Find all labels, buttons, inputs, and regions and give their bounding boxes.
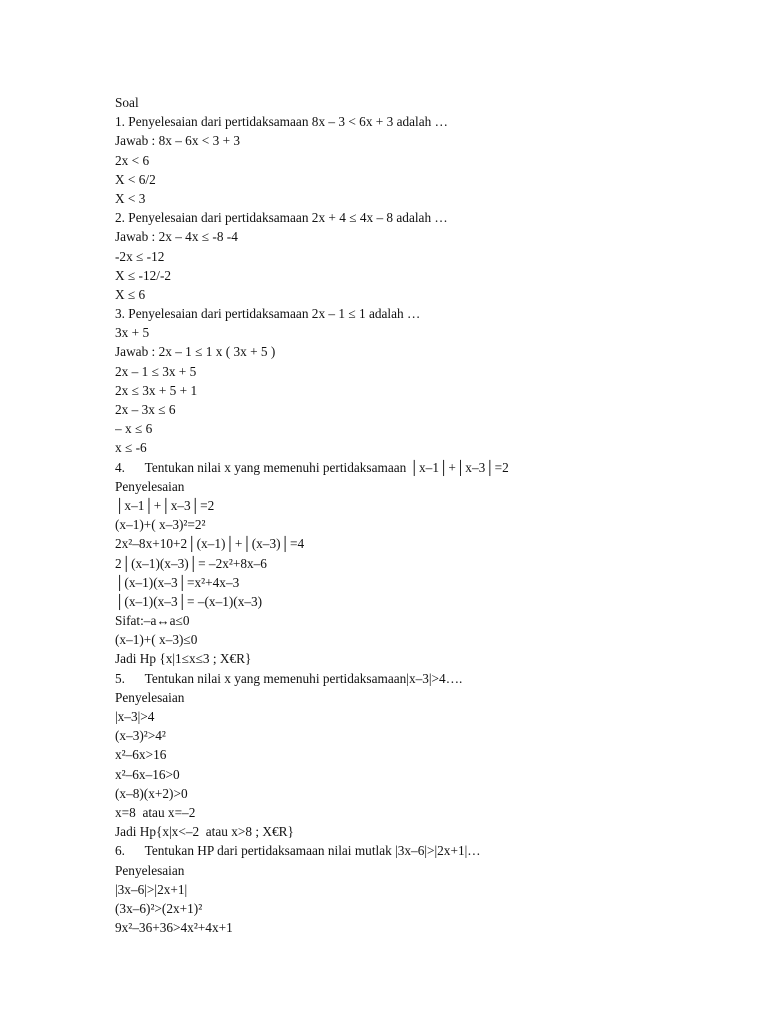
- solution-line: x²–6x>16: [115, 747, 167, 763]
- question-1: 1. Penyelesaian dari pertidaksamaan 8x – 3 < 6x + 3 adalah …: [115, 114, 448, 130]
- answer-line: 2x ≤ 3x + 5 + 1: [115, 382, 198, 398]
- solution-heading: Penyelesaian: [115, 862, 185, 878]
- solution-line: (x–3)²>4²: [115, 728, 166, 744]
- question-5: 5. Tentukan nilai x yang memenuhi pertidaksamaan|x–3|>4….: [115, 670, 463, 686]
- solution-line: x=8 atau x=–2: [115, 804, 196, 820]
- solution-line: Sifat:–a↔a≤0: [115, 613, 190, 629]
- answer-line: 2x – 3x ≤ 6: [115, 402, 176, 417]
- solution-result: Jadi Hp {x|1≤x≤3 ; X€R}: [115, 651, 252, 667]
- answer-line: X ≤ 6: [115, 286, 146, 302]
- solution-line: x²–6x–16>0: [115, 766, 180, 782]
- solution-line: (x–1)+( x–3)²=2²: [115, 517, 206, 533]
- solution-line: 2│(x–1)(x–3)│= –2x²+8x–6: [115, 555, 267, 571]
- answer-line: x ≤ -6: [115, 440, 147, 456]
- solution-line: (3x–6)²>(2x+1)²: [115, 900, 203, 916]
- solution-line: │(x–1)(x–3│=x²+4x–3: [115, 574, 240, 590]
- solution-heading: Penyelesaian: [115, 689, 185, 705]
- solution-line: |3x–6|>|2x+1|: [115, 881, 188, 897]
- question-6: 6. Tentukan HP dari pertidaksamaan nilai mutlak |3x–6|>|2x+1|…: [115, 843, 481, 859]
- answer-line: -2x ≤ -12: [115, 248, 165, 264]
- solution-line: (x–8)(x+2)>0: [115, 785, 188, 801]
- solution-line: |x–3|>4: [115, 709, 155, 724]
- question-4: 4. Tentukan nilai x yang memenuhi pertidaksamaan │x–1│+│x–3│=2: [115, 459, 509, 475]
- document-text: [115, 93, 735, 937]
- solution-line: │(x–1)(x–3│= –(x–1)(x–3): [115, 593, 263, 609]
- solution-heading: Penyelesaian: [115, 478, 185, 494]
- solution-line: 9x²–36+36>4x²+4x+1: [115, 920, 233, 936]
- solution-line: 2x²–8x+10+2│(x–1)│+│(x–3)│=4: [115, 536, 305, 552]
- solution-line: (x–1)+( x–3)≤0: [115, 632, 198, 648]
- question-3: 3. Penyelesaian dari pertidaksamaan 2x – 1 ≤ 1 adalah …: [115, 306, 421, 322]
- answer-line: X < 3: [115, 190, 146, 206]
- answer-line: Jawab : 2x – 4x ≤ -8 -4: [115, 229, 238, 245]
- question-2: 2. Penyelesaian dari pertidaksamaan 2x + 4 ≤ 4x – 8 adalah …: [115, 210, 448, 226]
- answer-line: X ≤ -12/-2: [115, 267, 172, 283]
- answer-line: X < 6/2: [115, 171, 156, 187]
- answer-line: 3x + 5: [115, 325, 150, 341]
- solution-result: Jadi Hp{x|x<–2 atau x>8 ; X€R}: [115, 824, 294, 840]
- answer-line: Jawab : 8x – 6x < 3 + 3: [115, 133, 241, 149]
- heading-soal: Soal: [115, 95, 139, 110]
- solution-line: │x–1│+│x–3│=2: [115, 497, 215, 513]
- answer-line: – x ≤ 6: [115, 421, 153, 437]
- answer-line: 2x < 6: [115, 152, 150, 168]
- answer-line: 2x – 1 ≤ 3x + 5: [115, 363, 197, 379]
- answer-line: Jawab : 2x – 1 ≤ 1 x ( 3x + 5 ): [115, 344, 276, 360]
